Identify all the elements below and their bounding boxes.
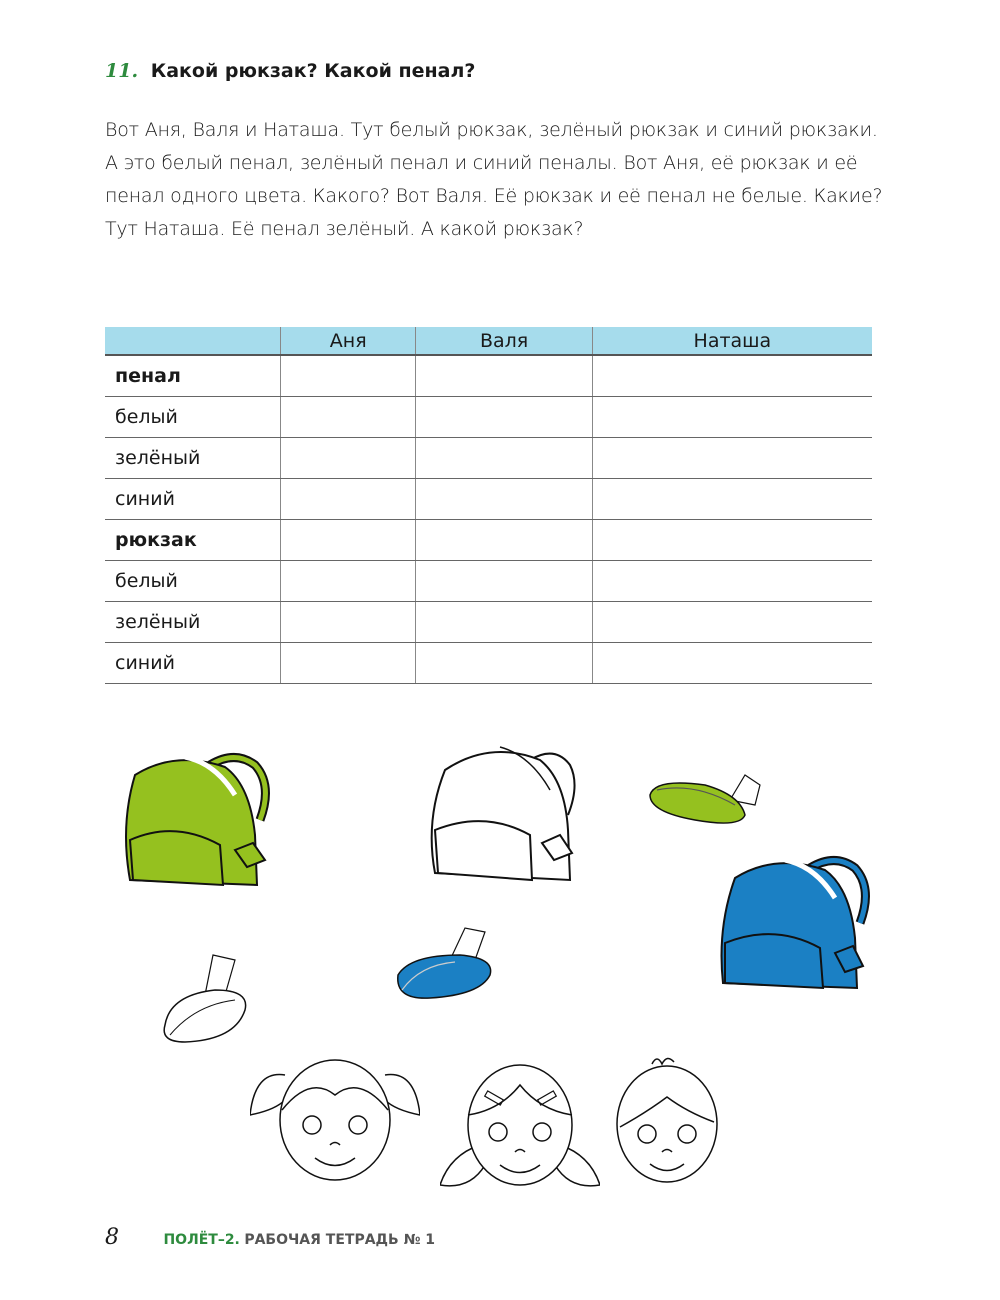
white-backpack-icon [420,735,590,890]
white-pencil-case-icon [155,950,255,1050]
answer-cell[interactable] [281,602,416,643]
header-cell-empty [105,327,281,355]
blue-pencil-case-icon [390,920,500,1010]
row-label: пенал [105,355,281,397]
blue-backpack-icon [715,848,875,998]
exercise-title-text: Какой рюкзак? Какой пенал? [150,60,476,82]
answer-cell[interactable] [592,438,872,479]
answer-cell[interactable] [416,438,592,479]
answer-cell[interactable] [281,561,416,602]
answer-cell[interactable] [416,520,592,561]
answer-cell[interactable] [592,561,872,602]
answer-cell[interactable] [592,355,872,397]
row-label: зелёный [105,438,281,479]
header-natasha: Наташа [592,327,872,355]
row-label: синий [105,643,281,684]
answer-cell[interactable] [416,479,592,520]
answer-table [105,327,872,684]
answer-cell[interactable] [416,561,592,602]
answer-cell[interactable] [416,602,592,643]
answer-cell[interactable] [416,355,592,397]
answer-cell[interactable] [416,643,592,684]
answer-cell[interactable] [281,479,416,520]
answer-cell[interactable] [592,602,872,643]
exercise-text: Вот Аня, Валя и Наташа. Тут белый рюкзак, зелёный рюкзак и синий рюкзаки. А это белый пенал, зелёный пенал и синий пеналы. Вот Аня, её рюкзак и её пенал одного цвета. Какого? Вот Валя. Её рюкзак и её пенал не белые. Какие? Тут Наташа. Её пенал зелёный. А какой рюкзак? [105,119,883,240]
table-row [105,643,872,684]
table-row [105,602,872,643]
green-pencil-case-icon [645,770,770,840]
row-label: белый [105,397,281,438]
answer-cell[interactable] [416,397,592,438]
answer-cell[interactable] [281,355,416,397]
page-number: 8 [105,1225,119,1250]
answer-cell[interactable] [281,520,416,561]
table-row [105,355,872,397]
row-label: белый [105,561,281,602]
boy-face-icon [612,1052,722,1187]
table-row [105,438,872,479]
table-row [105,397,872,438]
table-row [105,520,872,561]
footer-subtitle: РАБОЧАЯ ТЕТРАДЬ № 1 [244,1232,436,1248]
row-label: синий [105,479,281,520]
header-valya: Валя [416,327,592,355]
green-backpack-icon [115,745,275,895]
row-label: зелёный [105,602,281,643]
girl-pigtails-face-icon [250,1055,420,1190]
answer-cell[interactable] [592,643,872,684]
answer-cell[interactable] [592,397,872,438]
exercise-number: 11. [105,60,139,82]
table-header-row [105,327,872,355]
header-anya: Аня [281,327,416,355]
exercise-title [105,60,475,82]
answer-cell[interactable] [281,397,416,438]
answer-cell[interactable] [592,520,872,561]
table-row [105,479,872,520]
row-label: рюкзак [105,520,281,561]
answer-cell[interactable] [592,479,872,520]
page-footer [105,1225,435,1250]
answer-cell[interactable] [281,643,416,684]
girl-hairclips-face-icon [440,1060,600,1195]
footer-brand: ПОЛЁТ–2. [163,1232,240,1248]
table-row [105,561,872,602]
answer-cell[interactable] [281,438,416,479]
